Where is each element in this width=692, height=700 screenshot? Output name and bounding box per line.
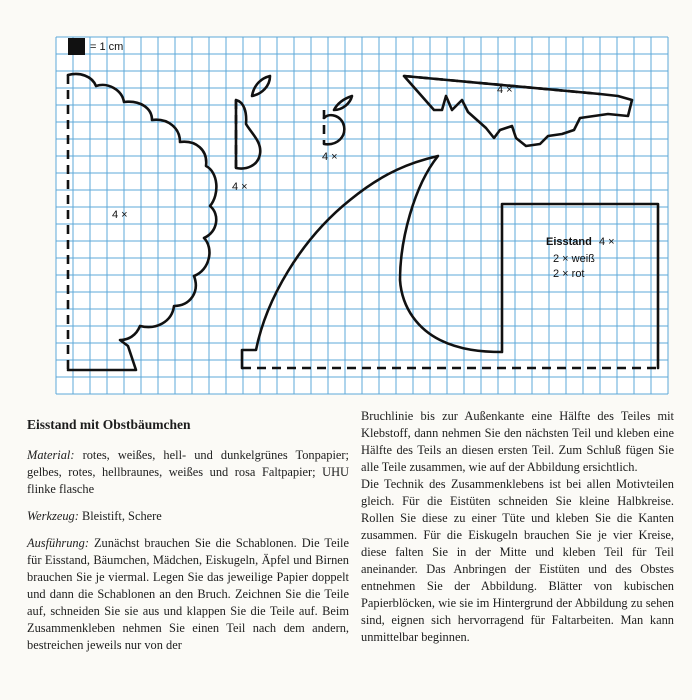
article-left-column bbox=[27, 416, 349, 664]
right-paragraph-2: Die Technik des Zusammenklebens ist bei allen Motivteilen gleich. Für die Eistüten schneiden Sie kleine Halbkreise. Rollen Sie diese zu einer Tüte und kleben Sie die Kanten zusammen. Für die Eiskugeln brauchen Sie je vier Kreise, diese falten Sie in der Mitte und kleben Teil für Teil aneinander. Das Anbringen der Eistüten und des Obstes entnehmen Sie der Abbildung. Blätter von kubischen Papierblöcken, wie sie im Hintergrund der Abbildung zu sehen sind, eignen sich hervorragend für Faltarbeiten. Man kann unmittelbar beginnen. bbox=[361, 477, 674, 644]
stand-line-red: 2 × rot bbox=[553, 268, 585, 280]
material-text: rotes, weißes, hell- und dunkelgrünes Tonpapier; gelbes, rotes, hellbraunes, weißes und rosa Faltpapier; UHU flinke flasche bbox=[27, 448, 349, 496]
roof-count: 4 × bbox=[497, 84, 513, 96]
right-paragraph-1: Bruchlinie bis zur Außenkante eine Hälfte des Teiles mit Klebstoff, dann nehmen Sie den nächsten Teil und kleben eine Hälfte des Teils an diesen ersten Teil. Zum Schluß fügen Sie alle Teile zusammen, wie auf der Abbildung ersichtlich. bbox=[361, 409, 674, 474]
scale-label: = 1 cm bbox=[90, 41, 124, 53]
material-label: Material: bbox=[27, 448, 75, 462]
tools-text: Bleistift, Schere bbox=[78, 509, 162, 523]
method-text: Zunächst brauchen Sie die Schablonen. Die Teile für Eisstand, Bäumchen, Mädchen, Eiskugeln, Äpfel und Birnen brauchen Sie je viermal. Legen Sie das jeweilige Papier doppelt und dann die Schablonen an den Bruch. Zeichnen Sie die Teile auf, schneiden Sie sie aus und klappen Sie die Teile auf. Beim Zusammenkleben nehmen Sie einen Teil nach dem andern, bestreichen jeweils nur von der bbox=[27, 536, 349, 652]
tools-label: Werkzeug: bbox=[27, 509, 79, 523]
stand-line-white: 2 × weiß bbox=[553, 253, 595, 265]
tree-count: 4 × bbox=[112, 209, 128, 221]
tools-paragraph bbox=[27, 508, 349, 525]
apple-count: 4 × bbox=[322, 151, 338, 163]
method-paragraph bbox=[27, 535, 349, 654]
method-label: Ausführung: bbox=[27, 536, 89, 550]
scale-square bbox=[68, 38, 85, 55]
pear-count: 4 × bbox=[232, 181, 248, 193]
stand-title-count: 4 × bbox=[599, 236, 615, 248]
article-title: Eisstand mit Obstbäumchen bbox=[27, 417, 191, 432]
material-paragraph bbox=[27, 447, 349, 498]
article-right-column bbox=[361, 408, 674, 646]
stand-title: Eisstand bbox=[546, 236, 592, 248]
